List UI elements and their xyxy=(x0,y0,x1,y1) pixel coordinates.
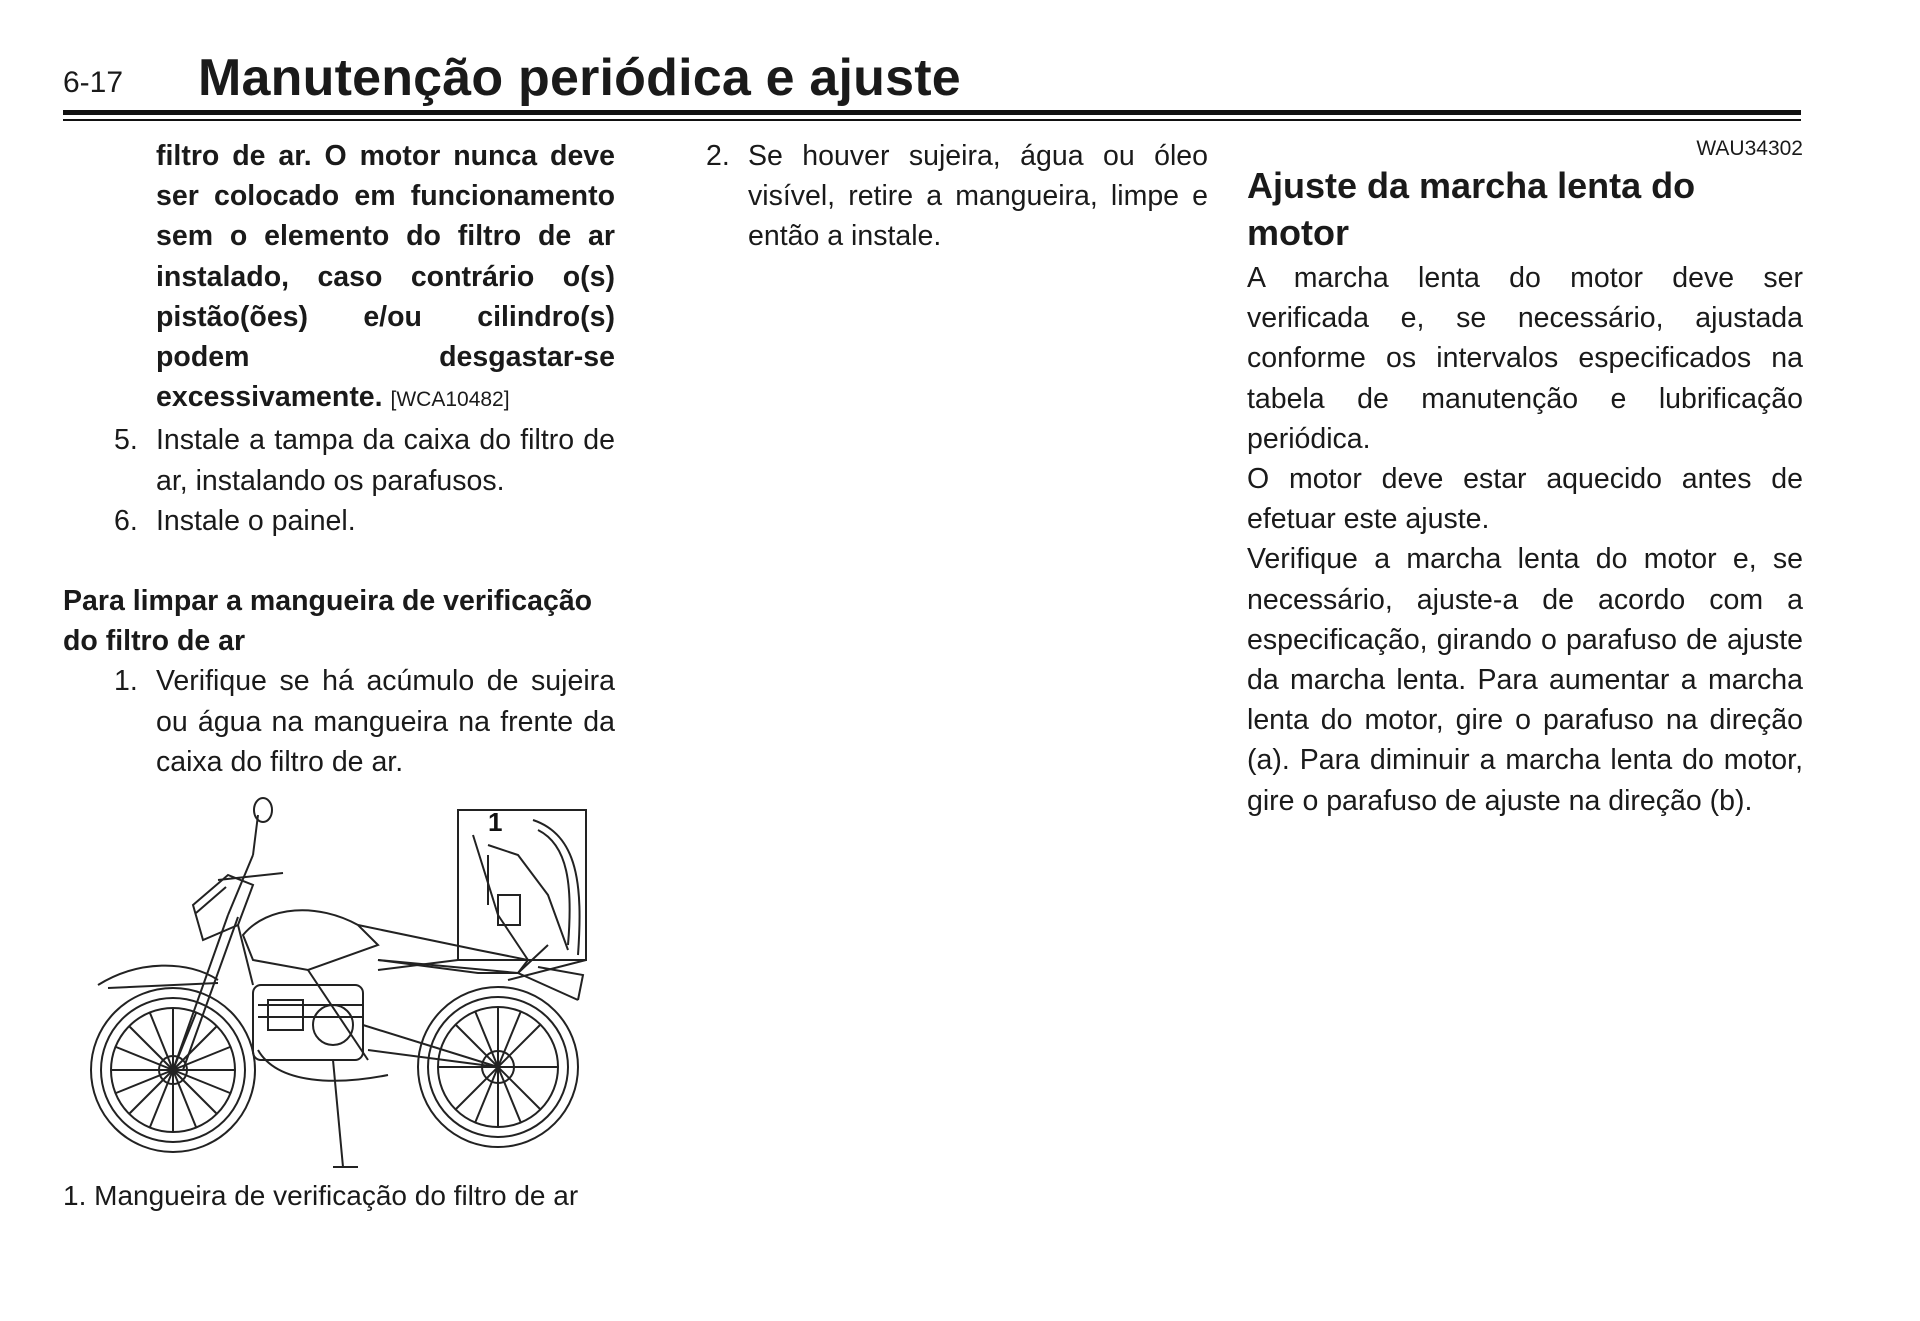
figure-caption: 1. Mangueira de verificação do filtro de ar xyxy=(63,1180,579,1211)
list-item xyxy=(63,501,615,541)
list-text: Se houver sujeira, água ou óleo visível, retire a mangueira, limpe e então a instale. xyxy=(748,140,1208,253)
figure-callout: 1 xyxy=(488,807,503,837)
section-code: WAU34302 xyxy=(1696,137,1803,160)
column-left xyxy=(63,136,615,782)
section-title: Ajuste da marcha lenta do motor xyxy=(1247,165,1696,253)
warning-text: filtro de ar. O motor nunca deve ser colocado em funcionamento sem o elemento do filtro de ar instalado, caso contrário o(s) pistão(ões) e/ou cilindro(s) podem desgastar-se excessivamente. xyxy=(156,140,615,414)
paragraph: Verifique a marcha lenta do motor e, se necessário, ajuste-a de acordo com a especificação, girando o parafuso de ajuste da marcha lenta. Para aumentar a marcha lenta do motor, gire o parafuso na direção (a). Para diminuir a marcha lenta do motor, gire o parafuso de ajuste na direção (b). xyxy=(1247,543,1803,817)
list-number: 5. xyxy=(114,424,138,457)
header-rule-thick xyxy=(63,110,1801,115)
column-middle xyxy=(688,136,1208,257)
list-text: Instale o painel. xyxy=(156,504,356,537)
list-text: Verifique se há acúmulo de sujeira ou água na mangueira na frente da caixa do filtro de ar. xyxy=(156,665,615,778)
warning-continuation xyxy=(156,136,615,420)
list-number: 2. xyxy=(706,140,730,172)
list-number: 6. xyxy=(114,504,138,537)
page-title: Manutenção periódica e ajuste xyxy=(198,49,961,107)
column-right xyxy=(1247,136,1803,821)
list-item xyxy=(63,420,615,500)
list-text: Instale a tampa da caixa do filtro de ar, instalando os parafusos. xyxy=(156,424,615,497)
paragraph: A marcha lenta do motor deve ser verificada e, se necessário, ajustada conforme os intervalos especificados na tabela de manutenção e lubrificação periódica. xyxy=(1247,262,1803,455)
section-heading: Para limpar a mangueira de verificação do filtro de ar xyxy=(63,585,593,658)
list-number: 1. xyxy=(114,665,138,698)
list-item xyxy=(63,661,615,782)
list-item xyxy=(688,136,1208,257)
paragraph: O motor deve estar aquecido antes de efetuar este ajuste. xyxy=(1247,463,1803,536)
motorcycle-illustration xyxy=(78,795,598,1180)
warning-code: [WCA10482] xyxy=(390,388,510,412)
header-rule-thin xyxy=(63,119,1801,121)
page-number: 6-17 xyxy=(63,66,124,99)
